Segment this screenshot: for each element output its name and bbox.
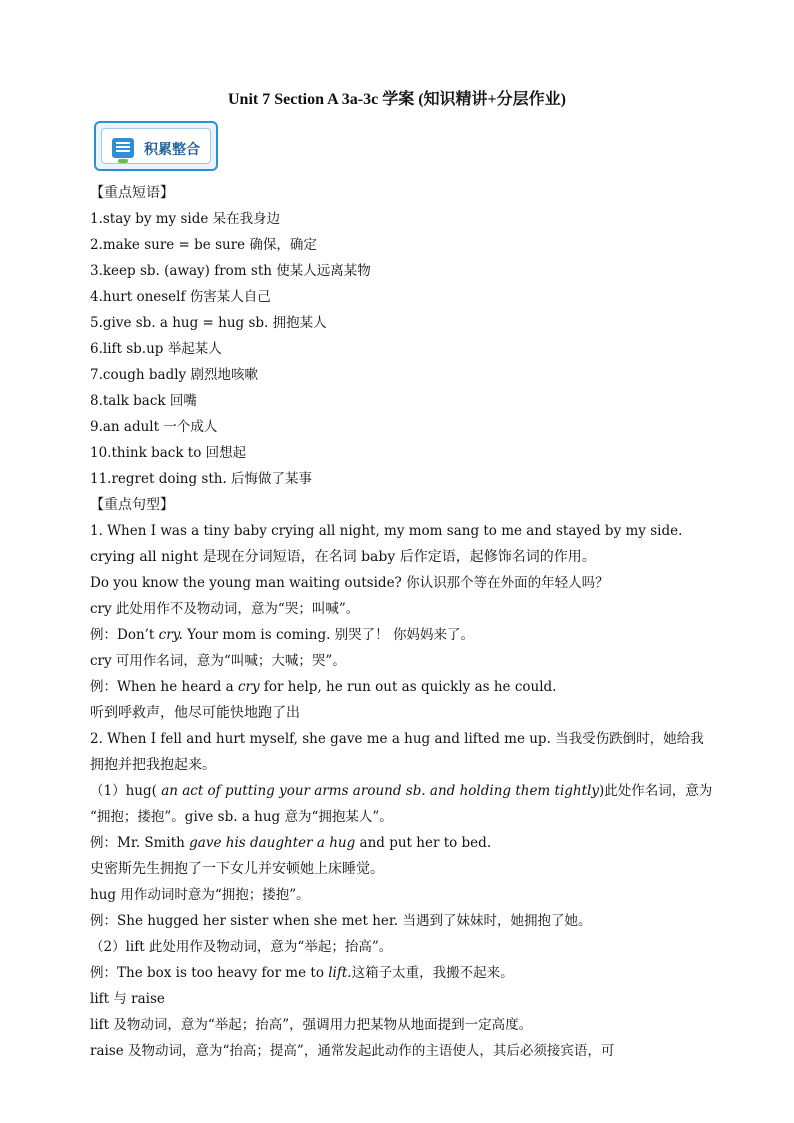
example-italic: cry. xyxy=(158,627,183,643)
sentence-note: Do you know the young man waiting outside? 你认识那个等在外面的年轻人吗？ xyxy=(90,575,609,591)
example-italic: lift. xyxy=(328,965,352,981)
phrase-item: 8.talk back 回嘴 xyxy=(90,393,197,409)
content-body xyxy=(90,180,713,1064)
badge-label: 积累整合 xyxy=(144,142,200,158)
comparison-note: lift 及物动词，意为“举起；抬高”，强调用力把某物从地面提到一定高度。 xyxy=(90,1017,533,1033)
example-line xyxy=(90,674,706,700)
example-text: Your mom is coming. 别哭了！ 你妈妈来了。 xyxy=(182,627,474,643)
sentence-1: 1. When I was a tiny baby crying all night, my mom sang to me and stayed by my side. xyxy=(90,523,683,539)
section-badge xyxy=(94,121,218,171)
sentences-heading: 【重点句型】 xyxy=(90,497,174,513)
definition-line xyxy=(90,778,713,804)
definition-cont: “拥抱；搂抱”。give sb. a hug 意为“拥抱某人”。 xyxy=(90,809,393,825)
example-line xyxy=(90,622,706,648)
phrase-item: 3.keep sb. (away) from sth 使某人远离某物 xyxy=(90,263,371,279)
example-italic: cry xyxy=(237,679,260,695)
badge-frame xyxy=(101,128,211,164)
phrase-item: 11.regret doing sth. 后悔做了某事 xyxy=(90,471,313,487)
sentence-note: cry 此处用作不及物动词，意为“哭；叫喊”。 xyxy=(90,601,360,617)
phrase-item: 2.make sure = be sure 确保，确定 xyxy=(90,237,317,253)
page-title: Unit 7 Section A 3a-3c 学案 (知识精讲+分层作业) xyxy=(228,91,566,108)
phrases-heading: 【重点短语】 xyxy=(90,185,174,201)
comparison-heading: lift 与 raise xyxy=(90,991,165,1007)
example-text: 例：The box is too heavy for me to xyxy=(90,965,329,981)
sentence-note: cry 可用作名词，意为“叫喊；大喊；哭”。 xyxy=(90,653,346,669)
example-text: 例：When he heard a xyxy=(90,679,238,695)
phrase-item: 1.stay by my side 呆在我身边 xyxy=(90,211,281,227)
example-translation: 听到呼救声，他尽可能快地跑了出 xyxy=(90,705,300,721)
definition-italic: an act of putting your arms around sb. and holding them tightly xyxy=(161,783,599,799)
example-text: for help, he run out as quickly as he could. xyxy=(259,679,557,695)
example-italic: gave his daughter a hug xyxy=(189,835,356,851)
example-text: 例：Don’t xyxy=(90,627,159,643)
sentence-2-cont: 拥抱并把我抱起来。 xyxy=(90,757,216,773)
example-line: 例：She hugged her sister when she met her. 当遇到了妹妹时，她拥抱了她。 xyxy=(90,913,592,929)
phrase-item: 10.think back to 回想起 xyxy=(90,445,247,461)
example-line xyxy=(90,830,706,856)
sentence-note: hug 用作动词时意为“拥抱；搂抱”。 xyxy=(90,887,310,903)
example-text: 这箱子太重，我搬不起来。 xyxy=(351,965,514,981)
phrase-item: 9.an adult 一个成人 xyxy=(90,419,218,435)
sentence-note: （2）lift 此处用作及物动词，意为“举起；抬高”。 xyxy=(90,939,393,955)
book-icon xyxy=(112,138,134,158)
sentence-note: crying all night 是现在分词短语，在名词 baby 后作定语，起修饰名词的作用。 xyxy=(90,549,596,565)
phrase-item: 6.lift sb.up 举起某人 xyxy=(90,341,222,357)
example-text: and put her to bed. xyxy=(355,835,492,851)
sentence-2: 2. When I fell and hurt myself, she gave me a hug and lifted me up. 当我受伤跌倒时，她给我 xyxy=(90,731,704,747)
definition-text: )此处作名词，意为 xyxy=(598,783,713,799)
phrase-item: 7.cough badly 剧烈地咳嗽 xyxy=(90,367,258,383)
example-line xyxy=(90,960,706,986)
definition-text: （1）hug( xyxy=(90,783,162,799)
example-translation: 史密斯先生拥抱了一下女儿并安顿她上床睡觉。 xyxy=(90,861,384,877)
phrase-item: 5.give sb. a hug = hug sb. 拥抱某人 xyxy=(90,315,327,331)
example-text: 例：Mr. Smith xyxy=(90,835,190,851)
phrase-item: 4.hurt oneself 伤害某人自己 xyxy=(90,289,271,305)
comparison-note: raise 及物动词，意为“抬高；提高”，通常发起此动作的主语使人，其后必须接宾语，可 xyxy=(90,1043,615,1059)
